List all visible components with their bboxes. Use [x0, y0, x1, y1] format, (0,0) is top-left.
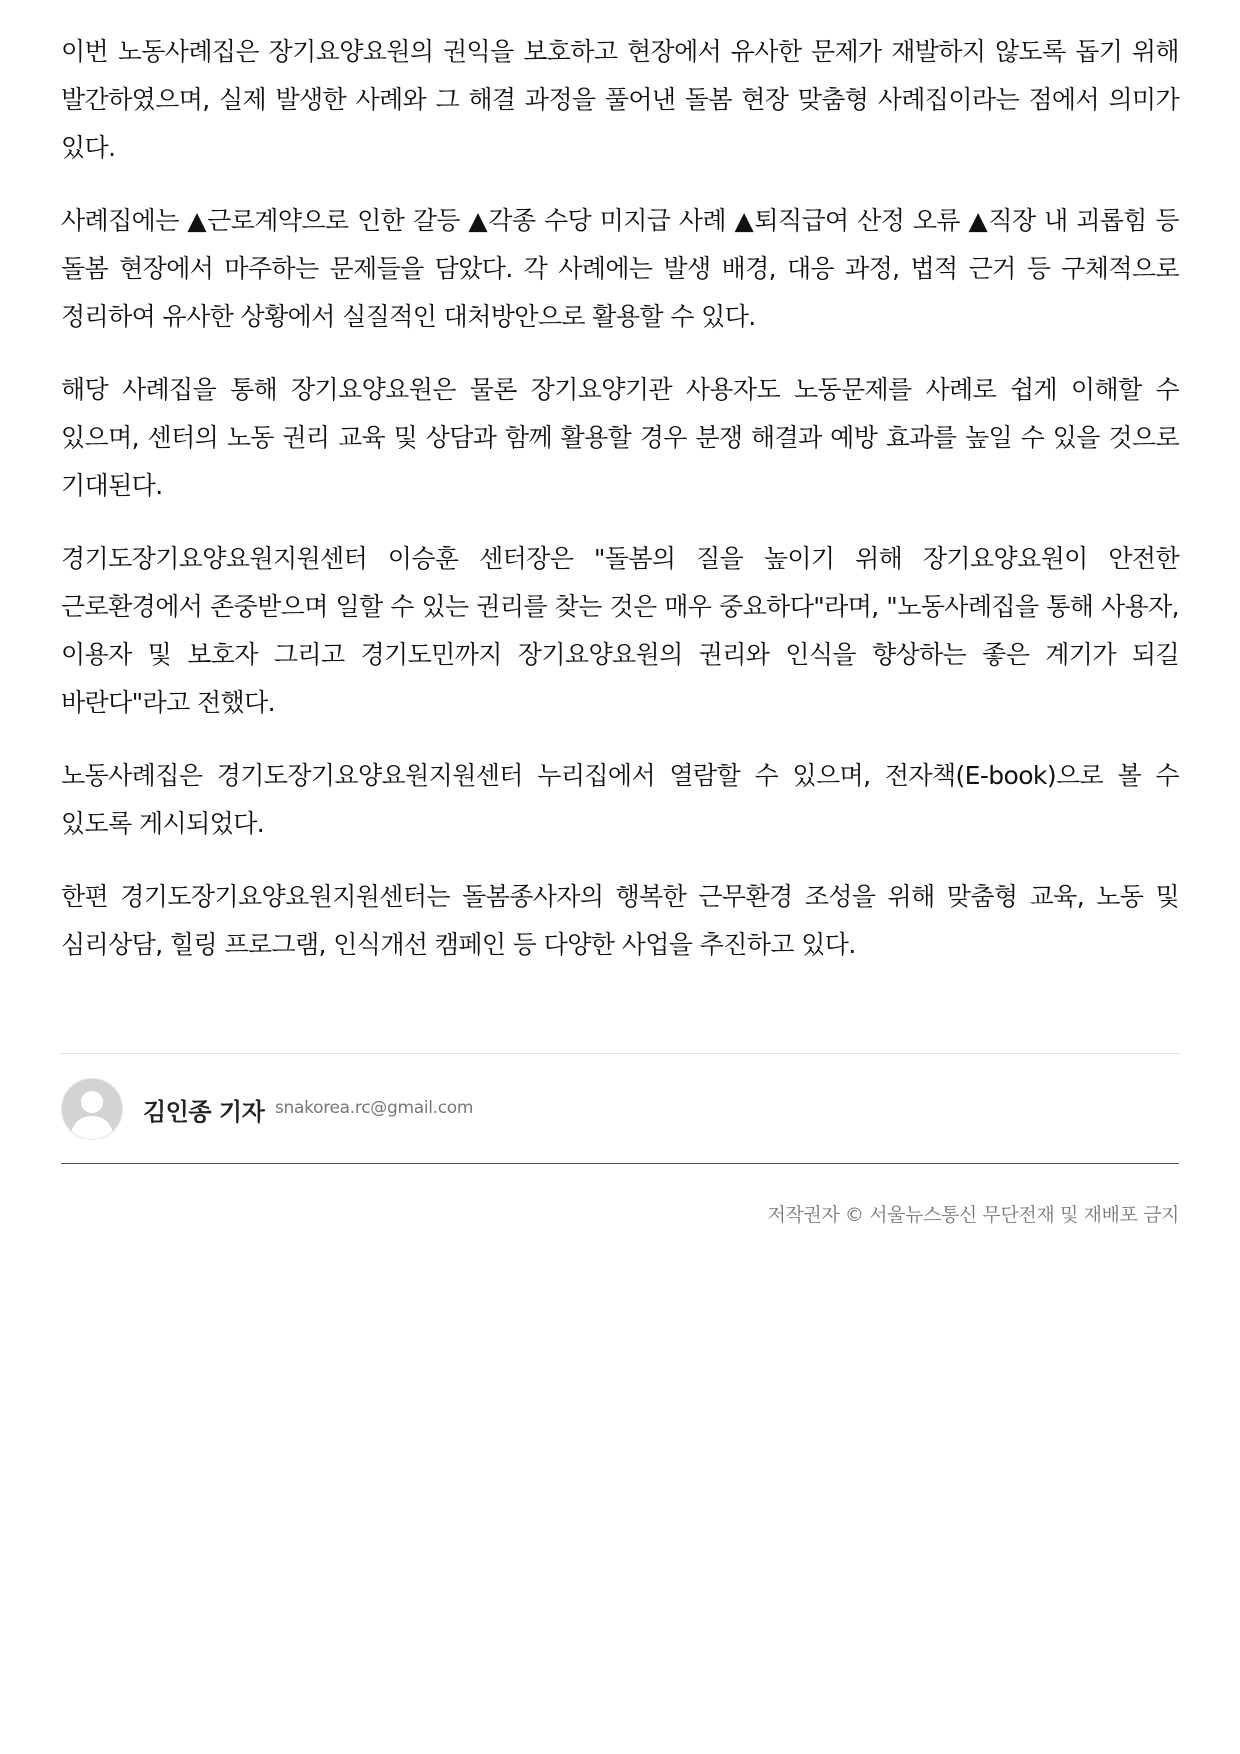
- reporter-avatar-icon: [61, 1078, 123, 1140]
- article-paragraph: 노동사례집은 경기도장기요양요원지원센터 누리집에서 열람할 수 있으며, 전자책(E-book)으로 볼 수 있도록 게시되었다.: [61, 761, 1179, 838]
- article-paragraph: 이번 노동사례집은 장기요양요원의 권익을 보호하고 현장에서 유사한 문제가 재발하지 않도록 돕기 위해 발간하였으며, 실제 발생한 사례와 그 해결 과정을 풀어낸 돌봄 현장 맞춤형 사례집이라는 점에서 의미가 있다.: [61, 37, 1179, 162]
- article-paragraph: 경기도장기요양요원지원센터 이승훈 센터장은 "돌봄의 질을 높이기 위해 장기요양요원이 안전한 근로환경에서 존중받으며 일할 수 있는 권리를 찾는 것은 매우 중요하다"라며, "노동사례집을 통해 사용자, 이용자 및 보호자 그리고 경기도민까지 장기요양요원의 권리와 인식을 향상하는 좋은 계기가 되길 바란다"라고 전했다.: [61, 544, 1179, 717]
- reporter-name: 김인종 기자: [143, 1098, 265, 1126]
- article-paragraph: 해당 사례집을 통해 장기요양요원은 물론 장기요양기관 사용자도 노동문제를 사례로 쉽게 이해할 수 있으며, 센터의 노동 권리 교육 및 상담과 함께 활용할 경우 분쟁 해결과 예방 효과를 높일 수 있을 것으로 기대된다.: [61, 375, 1179, 500]
- copyright-notice: 저작권자 © 서울뉴스통신 무단전재 및 재배포 금지: [767, 1204, 1179, 1226]
- article-paragraph: 한편 경기도장기요양요원지원센터는 돌봄종사자의 행복한 근무환경 조성을 위해 맞춤형 교육, 노동 및 심리상담, 힐링 프로그램, 인식개선 캠페인 등 다양한 사업을 추진하고 있다.: [61, 882, 1179, 959]
- article-paragraph: 사례집에는 ▲근로계약으로 인한 갈등 ▲각종 수당 미지급 사례 ▲퇴직급여 산정 오류 ▲직장 내 괴롭힘 등 돌봄 현장에서 마주하는 문제들을 담았다. 각 사례에는 발생 배경, 대응 과정, 법적 근거 등 구체적으로 정리하여 유사한 상황에서 실질적인 대처방안으로 활용할 수 있다.: [61, 206, 1179, 331]
- reporter-email-link[interactable]: snakorea.rc@gmail.com: [275, 1098, 474, 1118]
- reporter-byline: [61, 1053, 1179, 1164]
- article-body: [61, 28, 1179, 994]
